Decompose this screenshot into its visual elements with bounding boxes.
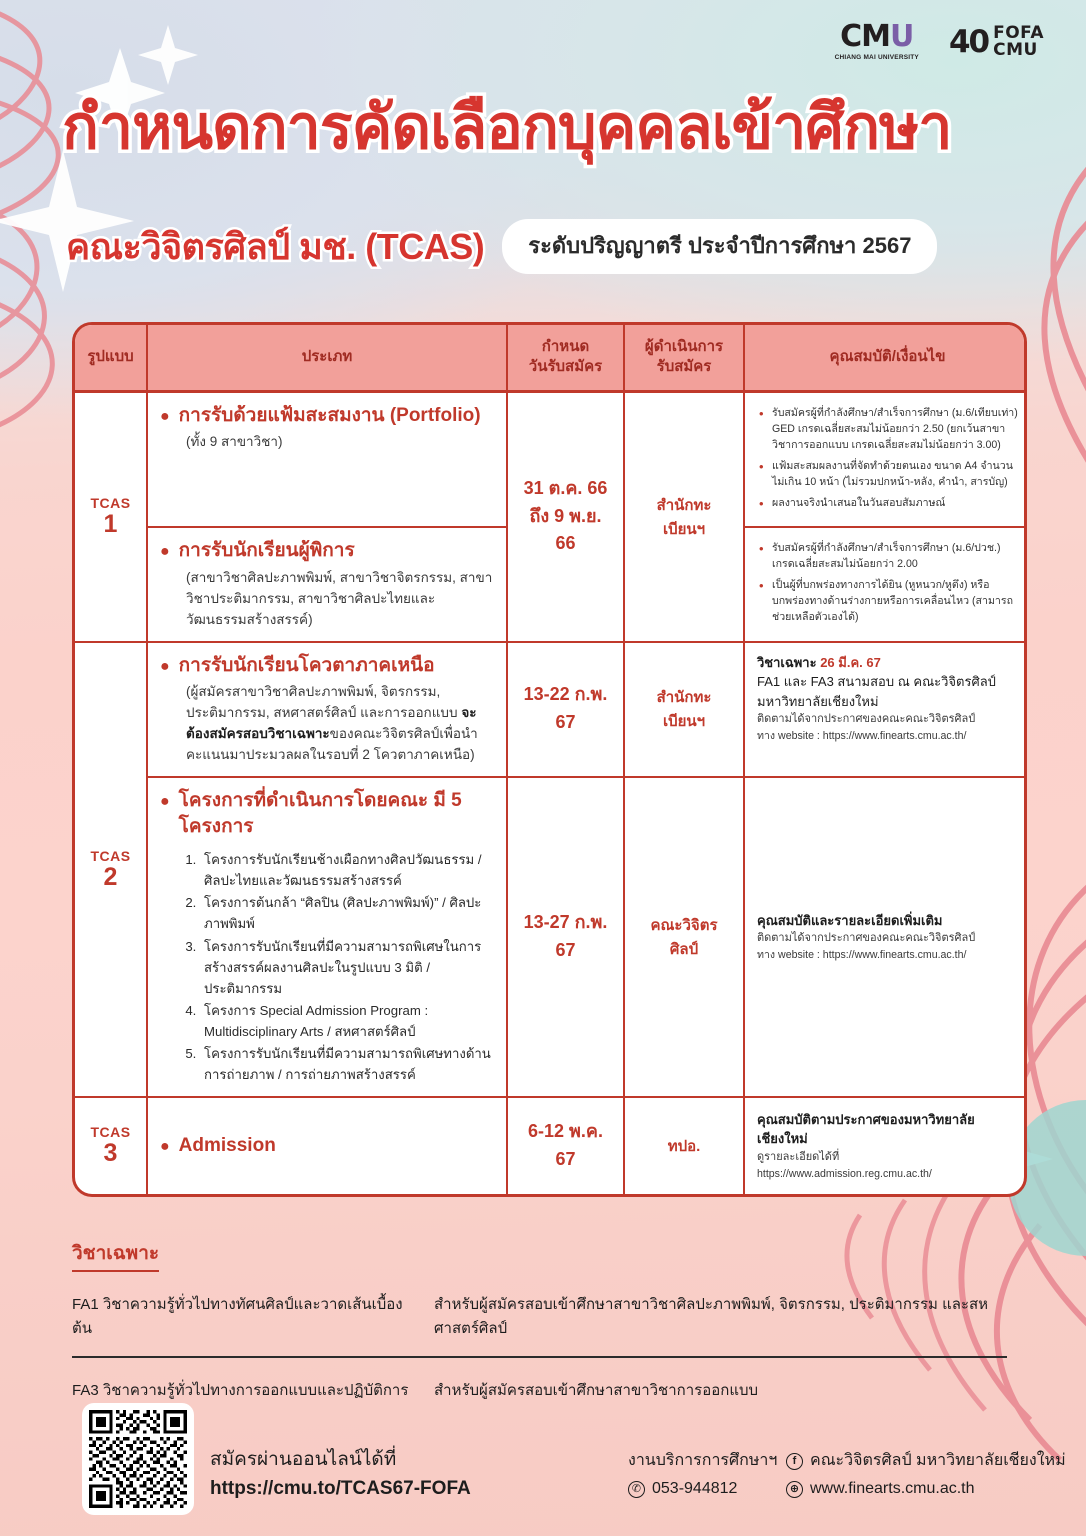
bullet-icon: ● [160, 1137, 170, 1155]
social-block [786, 1447, 1066, 1503]
qr-code-image [89, 1410, 187, 1508]
apply-online-label: สมัครผ่านออนไลน์ได้ที่ [210, 1449, 397, 1470]
tcas2-exam-venue-line1: FA1 และ FA3 สนามสอบ ณ คณะวิจิตรศิลป์ [757, 674, 996, 690]
facebook-row[interactable] [786, 1447, 1066, 1475]
footnotes-title: วิชาเฉพาะ [72, 1238, 159, 1272]
table-row-tcas3 [75, 1097, 1027, 1194]
tcas2-quota-date-cell: 13-22 ก.พ. 67 [507, 642, 624, 777]
tcas2-projects-type-cell [147, 777, 507, 1098]
table-header-row [75, 325, 1027, 391]
tcas2-quota-quals-block [757, 653, 1018, 745]
tcas2-exam-subject-label: วิชาเฉพาะ [757, 654, 817, 670]
fa1-description: FA1 วิชาความรู้ทั่วไปทางทัศนศิลป์และวาดเส้นเบื้องต้น [72, 1296, 403, 1337]
education-service-office-label: งานบริการการศึกษาฯ [628, 1452, 778, 1469]
schedule-table-container [72, 322, 1027, 1197]
tcas2-number: 2 [103, 862, 118, 891]
faculty-subtitle: คณะวิจิตรศิลป์ มช. (TCAS) [66, 226, 485, 267]
fofa-wordmark [993, 22, 1044, 60]
cmu-logo [834, 19, 919, 61]
tcas1-disabled-type-cell [147, 527, 507, 641]
apply-online-url[interactable]: https://cmu.to/TCAS67-FOFA [210, 1478, 471, 1500]
page-title: กำหนดการคัดเลือกบุคคลเข้าศึกษา [62, 93, 952, 161]
header-type: ประเภท [147, 325, 507, 391]
bullet-icon: ● [160, 543, 170, 561]
tcas2-round-cell [75, 642, 147, 1098]
tcas2-exam-website: ทาง website : https://www.finearts.cmu.ac.th/ [757, 730, 967, 743]
bullet-icon: ● [160, 792, 170, 810]
header-date-line2: วันรับสมัคร [528, 358, 603, 376]
fa1-applies-to: สำหรับผู้สมัครสอบเข้าศึกษาสาขาวิชาศิลปะภาพพิมพ์, จิตรกรรม, ประติมากรรม และสหศาสตร์ศิลป์ [434, 1296, 989, 1337]
header-org-line2: รับสมัคร [656, 358, 712, 376]
tcas1-label: TCAS [90, 494, 131, 511]
tcas3-number: 3 [103, 1139, 118, 1168]
tcas1-date-cell [507, 391, 624, 642]
subtitle-row [66, 218, 937, 275]
tcas3-qual-detail-label: ดูรายละเอียดได้ที่ [757, 1150, 840, 1163]
fa3-applies-to: สำหรับผู้สมัครสอบเข้าศึกษาสาขาวิชาการออกแบบ [434, 1382, 759, 1399]
website-row[interactable] [786, 1475, 1066, 1503]
fofa-cmu-logo [949, 24, 1044, 60]
tcas2-exam-date: 26 มี.ค. 67 [820, 654, 881, 670]
tcas3-quals-cell [744, 1097, 1027, 1194]
tcas1-portfolio-title-latin: (Portfolio) [389, 404, 481, 426]
tcas1-disabled-quals-cell [744, 527, 1027, 641]
tcas1-disabled-note: (สาขาวิชาศิลปะภาพพิมพ์, สาขาวิชาจิตรกรรม, สาขาวิชาประติมากรรม, สาขาวิชาศิลปะไทยและวัฒนธรรมสร้างสรรค์) [186, 569, 493, 627]
phone-row [628, 1475, 777, 1503]
tcas3-qual-title: คุณสมบัติตามประกาศของมหาวิทยาลัยเชียงใหม่ [757, 1111, 975, 1147]
tcas1-portfolio-title-thai: การรับด้วยแฟ้มสะสมงาน [178, 404, 385, 426]
tcas2-quota-note [186, 682, 494, 766]
tcas2-quota-note-pre: (ผู้สมัครสาขาวิชาศิลปะภาพพิมพ์, จิตรกรรม, ประติมากรรม, สหศาสตร์ศิลป์ และการออกแบบ [186, 684, 462, 721]
logo-bar [834, 19, 1044, 61]
fofa-line1: FOFA [993, 22, 1044, 43]
list-item: 5. โครงการรับนักเรียนที่มีความสามารถพิเศษทางด้านการถ่ายภาพ / การถ่ายภาพสร้างสรรค์ [200, 1043, 494, 1085]
tcas1-portfolio-title [160, 403, 494, 430]
website-url: www.finearts.cmu.ac.th [810, 1480, 975, 1497]
tcas2-exam-followup: ติดตามได้จากประกาศของคณะคณะวิจิตรศิลป์ [757, 713, 976, 726]
header-organizer [624, 325, 744, 391]
tcas3-round-cell [75, 1097, 147, 1194]
fa3-description: FA3 วิชาความรู้ทั่วไปทางการออกแบบและปฏิบัติการ [72, 1382, 409, 1399]
tcas3-label: TCAS [90, 1124, 131, 1141]
footer-bar [0, 1395, 1086, 1536]
list-item: 2. โครงการต้นกล้า “ศิลปิน (ศิลปะภาพพิมพ์)” / ศิลปะภาพพิมพ์ [200, 892, 494, 934]
tcas2-projects-website: ทาง website : https://www.finearts.cmu.ac.th/ [757, 949, 967, 962]
tcas1-round-cell [75, 391, 147, 642]
tcas2-quota-title [160, 653, 494, 680]
tcas2-projects-followup: ติดตามได้จากประกาศของคณะคณะวิจิตรศิลป์ [757, 932, 976, 945]
facebook-icon: f [786, 1453, 803, 1470]
tcas2-quota-note-post: ของคณะวิจิตรศิลป์เพื่อนำคะแนนมาประมวลผลในรอบที่ 2 โควตาภาคเหนือ) [186, 725, 478, 762]
apply-online-block [210, 1445, 471, 1504]
tcas1-date-line2: ถึง 9 พ.ย. 66 [529, 505, 602, 554]
table-row-tcas2-quota [75, 642, 1027, 777]
schedule-table [75, 325, 1027, 1194]
tcas3-date-cell: 6-12 พ.ค. 67 [507, 1097, 624, 1194]
tcas3-title-text: Admission [178, 1134, 276, 1156]
tcas1-portfolio-note: (ทั้ง 9 สาขาวิชา) [186, 434, 283, 450]
tcas2-quota-organizer-cell: สำนักทะเบียนฯ [624, 642, 744, 777]
tcas2-projects-organizer-cell: คณะวิจิตรศิลป์ [624, 777, 744, 1098]
list-item: • ผลงานจริงนำเสนอในวันสอบสัมภาษณ์ [757, 495, 1018, 511]
degree-year-badge: ระดับปริญญาตรี ประจำปีการศึกษา 2567 [502, 219, 937, 274]
tcas2-label: TCAS [90, 847, 131, 864]
tcas1-date-line1: 31 ต.ค. 66 [523, 477, 608, 498]
tcas1-portfolio-quals-list [757, 405, 1018, 512]
tcas1-portfolio-type-cell [147, 391, 507, 527]
list-item: • รับสมัครผู้ที่กำลังศึกษา/สำเร็จการศึกษา (ม.6/ปวช.) เกรดเฉลี่ยสะสมไม่น้อยกว่า 2.00 [757, 540, 1018, 572]
header-format: รูปแบบ [75, 325, 147, 391]
tcas2-exam-subject-line [757, 653, 1018, 673]
header-org-line1: ผู้ดำเนินการ [644, 338, 724, 355]
phone-number: 053-944812 [652, 1480, 738, 1497]
footnotes-section [72, 1238, 1027, 1402]
tcas1-organizer-cell: สำนักทะเบียนฯ [624, 391, 744, 642]
tcas2-projects-list [200, 849, 494, 1085]
tcas2-projects-qual-title: คุณสมบัติและรายละเอียดเพิ่มเติม [757, 912, 943, 928]
tcas2-quota-type-cell [147, 642, 507, 777]
tcas2-projects-title [160, 788, 494, 841]
cmu-subtitle: CHIANG MAI UNIVERSITY [834, 54, 919, 61]
tcas1-portfolio-quals-cell [744, 391, 1027, 527]
forty-anniversary-mark: 40 [948, 23, 989, 60]
header-date-line1: กำหนด [541, 338, 590, 355]
tcas2-projects-title-thai: โครงการที่ดำเนินการโดยคณะ มี 5 โครงการ [178, 789, 462, 838]
header-date [507, 325, 624, 391]
globe-icon: ⊕ [786, 1481, 803, 1498]
list-item: 3. โครงการรับนักเรียนที่มีความสามารถพิเศษในการสร้างสรรค์ผลงานศิลปะในรูปแบบ 3 มิติ / ประติมากรรม [200, 936, 494, 999]
tcas1-disabled-title-thai: การรับนักเรียนผู้พิการ [178, 540, 355, 562]
cmu-wordmark: CMU [840, 19, 914, 54]
tcas1-disabled-quals-list [757, 540, 1018, 625]
tcas3-type-cell [147, 1097, 507, 1194]
facebook-page-name: คณะวิจิตรศิลป์ มหาวิทยาลัยเชียงใหม่ [810, 1452, 1066, 1469]
bullet-icon: ● [160, 657, 170, 675]
header-qualifications: คุณสมบัติ/เงื่อนไข [744, 325, 1027, 391]
tcas2-quota-title-thai: การรับนักเรียนโควตาภาคเหนือ [178, 654, 435, 676]
table-row-tcas1 [75, 391, 1027, 527]
list-item: 4. โครงการ Special Admission Program : Multidisciplinary Arts / สหศาสตร์ศิลป์ [200, 1000, 494, 1042]
tcas2-quota-note-bold: จะต้องสมัครสอบวิชาเฉพาะ [186, 705, 477, 741]
bullet-icon: ● [160, 407, 170, 425]
tcas2-projects-date-cell: 13-27 ก.พ. 67 [507, 777, 624, 1098]
tcas2-projects-quals-cell [744, 777, 1027, 1098]
tcas3-qual-website: https://www.admission.reg.cmu.ac.th/ [757, 1167, 932, 1180]
tcas1-number: 1 [103, 509, 118, 538]
tcas2-quota-quals-cell [744, 642, 1027, 777]
tcas3-title [160, 1133, 494, 1160]
fofa-line2: CMU [993, 39, 1038, 60]
phone-icon: ✆ [628, 1481, 645, 1498]
table-row-tcas2-projects [75, 777, 1027, 1098]
list-item: 1. โครงการรับนักเรียนช้างเผือกทางศิลปวัฒนธรรม / ศิลปะไทยและวัฒนธรรมสร้างสรรค์ [200, 849, 494, 891]
list-item: • แฟ้มสะสมผลงานที่จัดทำด้วยตนเอง ขนาด A4 จำนวนไม่เกิน 10 หน้า (ไม่รวมปกหน้า-หลัง, คำนำ, สารบัญ) [757, 458, 1018, 490]
tcas2-exam-venue-line2: มหาวิทยาลัยเชียงใหม่ [757, 693, 879, 709]
footnote-divider [72, 1356, 1007, 1358]
footnote-row-fa1 [72, 1292, 1027, 1340]
list-item: • รับสมัครผู้ที่กำลังศึกษา/สำเร็จการศึกษา (ม.6/เทียบเท่า) GED เกรดเฉลี่ยสะสมไม่น้อยกว่า 2.50 (ยกเว้นสาขาวิชาการออกแบบ เกรดเฉลี่ยสะสมไม่น้อยกว่า 3.00) [757, 405, 1018, 453]
list-item: • เป็นผู้ที่บกพร่องทางการได้ยิน (หูหนวก/หูตึง) หรือบกพร่องทางด้านร่างกายหรือการเคลื่อนไหว (สามารถช่วยเหลือตัวเองได้) [757, 577, 1018, 625]
tcas1-disabled-title [160, 538, 494, 565]
qr-code[interactable] [82, 1403, 194, 1515]
tcas3-organizer-cell: ทปอ. [624, 1097, 744, 1194]
contact-block [628, 1447, 777, 1503]
